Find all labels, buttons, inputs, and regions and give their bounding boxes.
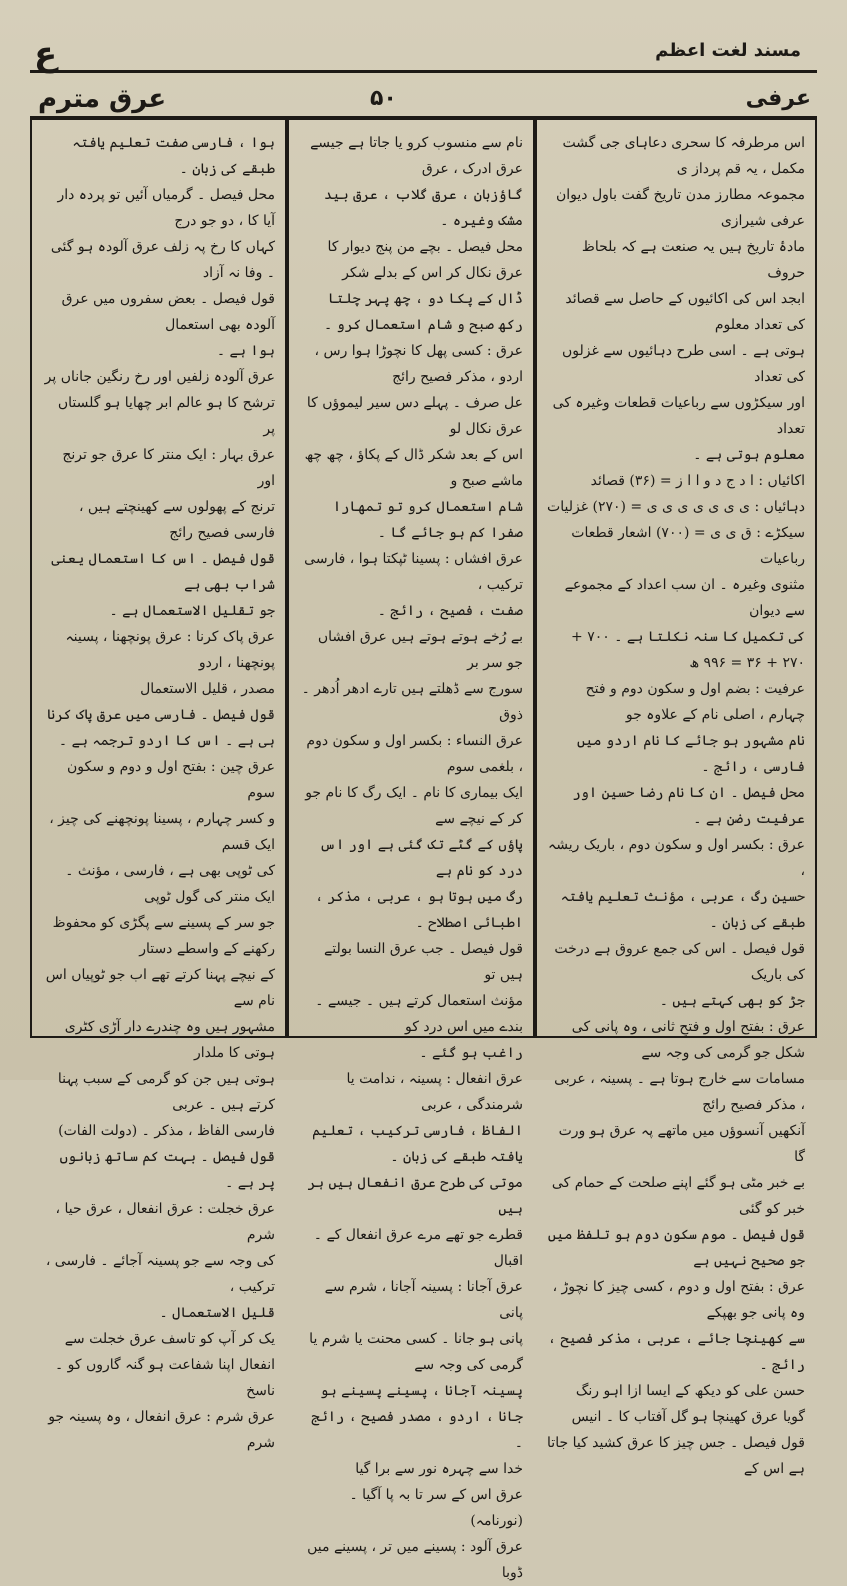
text-line: عرق : بفتح اول و فتحِ ثانی ، وہ پانی کی شکل جو گرمی کی وجہ سے [571,1019,805,1061]
text-line: ہوا ، فارسی صفت تعلیم یافتہ طبقے کی زبان ۔ [72,135,275,177]
text-line: عرق اس کے سر تا بہ پا آگیا ۔ (نورنامہ) [349,1487,523,1529]
text-line: شام استعمال کرو تو تمھارا صفرا کم ہو جائے گا ۔ [332,499,523,541]
text-line: ترنج کے پھولوں سے کھینچتے ہیں ، فارسی فصیح رائج [78,499,275,541]
text-line: قول فیصل ۔ اس کی جمع عروق ہے درخت کی باریک [554,941,805,983]
text-line: قول فیصل ۔ بعض سفروں میں عرق آلودہ بھی استعمال [61,291,275,333]
text-line: پانی ہو جانا ۔ کسی محنت یا شرم یا گرمی کی وجہ سے [309,1331,523,1373]
page-number: ۵۰ [370,86,397,111]
text-line: عرق شرم : عرق انفعال ، وہ پسینہ جو شرم [48,1409,275,1451]
text-line: عرق آلود : پسینے میں تر ، پسینے میں ڈوبا [307,1539,523,1581]
text-line: بے رُخے ہوتے ہوتے ہیں عرق افشاں جو سر بر [317,629,523,671]
text-line: عرق آجانا : پسینہ آجانا ، شرم سے پانی [324,1279,523,1321]
text-line: آنکھیں آنسوؤں میں ماتھے پہ عرق ہو ورت گا [558,1123,805,1165]
text-line: عرق انفعال : پسینہ ، ندامت یا شرمندگی ، عربی [346,1071,523,1113]
text-line: کی تکمیل کا سنہ نکلتا ہے ۔ ۷۰۰ + ۲۷۰ + ۳۶ = ۹۹۶ ھ [571,629,805,671]
text-line: ترشح کا ہو عالم ابر چھایا ہو گلستاں پر [57,395,275,437]
text-line: اکائیاں : ا د ج د و ا ا ز = (۳۶) قصائد [590,473,805,489]
first-headword: عرفی [745,86,811,111]
text-line: جڑ کو بھی کہتے ہیں ۔ [659,993,805,1009]
text-line: مثنوی وغیرہ ۔ ان سب اعداد کے مجموعے سے دیوان [564,577,805,619]
text-line: راغب ہو گئے ۔ [419,1045,523,1061]
text-line: اس کے بعد شکر ڈال کے پکاؤ ، چھ چھ ماشے صبح و [304,447,523,489]
text-line: مجموعہ مطارز مدن تاریخ گفت باول دیوان عرفی شیرازی [556,187,805,229]
text-line: عرق پاک کرنا : عرق پونچھنا ، پسینہ پونچھنا ، اردو [65,629,275,671]
text-line: مصدر ، قلیل الاستعمال [140,681,275,697]
section-letter: ع [34,34,58,74]
column-right [535,118,817,1477]
text-line: حسین رگ ، عربی ، مؤنث تعلیم یافتہ طبقے کی زبان ۔ [560,889,805,931]
text-line: مؤنث استعمال کرتے ہیں ۔ جیسے ۔ بندے میں اس درد کو [315,993,523,1035]
last-headword: عرق مترم [38,84,167,114]
text-line: پسینہ آجانا ، پسینے پسینے ہو جانا ، اردو ، مصدر فصیح ، رائج ۔ [311,1383,523,1451]
text-line: مشہور ہیں وہ چندرے دار آڑی کٹری ہوتی کا ملدار [64,1019,275,1061]
text-line: اور سیکڑوں سے رباعیات قطعات وغیرہ کی تعداد [552,395,805,437]
text-line: معلوم ہوتی ہے ۔ [693,447,805,463]
text-line: کی ٹوپی بھی ہے ، فارسی ، مؤنث ۔ ایک منتر کی گول ٹوپی [65,863,275,905]
text-line: بے خبر مٹی ہو گئے اپنے صلحت کے حمام کی خبر کو گئی [551,1175,805,1217]
text-line: محل فیصل ۔ بچے من پنج دیوار کا عرق نکال کر اس کے بدلے شکر [327,239,523,281]
text-line: یک کر آپ کو تاسف عرق خجلت سے [64,1331,275,1347]
header-top-rule [30,70,817,73]
text-line: رگ میں ہوتا ہو ، عربی ، مذکر ، اطبائی اصطلاح ۔ [315,889,523,931]
text-line: نام مشہور ہو جائے کا نام اردو میں فارسی ، رائج ۔ [576,733,805,775]
text-line: ڈال کے پکا دو ، چھ پہر چلتا رکھ صبح و شام استعمال کرو ۔ [324,291,523,333]
text-line: سورج سے ڈھلتے ہیں تارے ادھر اُدھر ۔ ذوق [301,681,523,723]
text-line: ہوتی ہیں جن کو گرمی کے سبب پہنا کرتے ہیں ۔ عربی [57,1071,275,1113]
column-middle [287,118,535,1581]
text-line: و کسر چہارم ، پسینا پونچھنے کی چیز ، ایک قسم [49,811,275,853]
text-line: صفت ، فصیح ، رائج ۔ [377,603,523,619]
text-line: عرق افشاں : پسینا ٹپکتا ہوا ، فارسی ترکیب ، [304,551,523,593]
text-line: عرفیت : بضم اول و سکون دوم و فتح چہارم ، اصلی نام کے علاوہ جو [585,681,805,723]
text-line: جو تقلیل الاستعمال ہے ۔ [109,603,275,619]
text-line: خدا سے چہرہ نور سے برا گیا [355,1461,523,1477]
text-line: الفاظ ، فارسی ترکیب ، تعلیم یافتہ طبقے کی زبان ۔ [312,1123,523,1165]
text-line: دہائیاں : ی ی ی ی ی ی ی = (۲۷۰) غزلیات [547,499,805,515]
text-line: انفعال اپنا شفاعت ہو گنہ گاروں کو ۔ ناسخ [54,1357,275,1399]
text-line: کے نیچے پہنا کرتے تھے اب جو ٹوپیاں اس نام سے [45,967,275,1009]
text-line: مادۂ تاریخ ہیں یہ صنعت ہے کہ بلحاظ حروف [581,239,805,281]
text-line: حسن علی کو دیکھ کے ایسا ازا اہو رنگ [575,1383,805,1399]
text-line: نام سے منسوب کرو یا جاتا ہے جیسے عرق ادرک ، عرق [310,135,523,177]
text-line: جو سر کے پسینے سے پگڑی کو محفوظ رکھنے کے واسطے دستار [52,915,275,957]
text-line: سیکڑے : ق ی ی = (۷۰۰) اشعار قطعات رباعیات [571,525,805,567]
text-line: قول فیصل ۔ فارسی میں عرق پاک کرنا ہی ہے ۔ اس کا اردو ترجمہ ہے ۔ [46,707,275,749]
text-line: عرق خجلت : عرق انفعال ، عرق حیا ، شرم [55,1201,275,1243]
text-line: قول فیصل ۔ جب عرق النسا بولتے ہیں تو [324,941,523,983]
text-line: سے کھینچا جائے ، عربی ، مذکر فصیح ، رائج ۔ [547,1331,805,1373]
text-line: عرق : بفتح اول و دوم ، کسی چیز کا نچوڑ ، وہ پانی جو بھپکے [552,1279,805,1321]
text-line: موتی کی طرح عرق انفعال ہیں ہر ہیں [307,1175,523,1217]
book-title: مسند لغت اعظم [655,40,801,61]
text-line: گویا عرق کھینچا ہو گل آفتاب کا ۔ انیس [571,1409,805,1425]
text-line: محل فیصل ۔ گرمیاں آئیں تو پردہ دار آیا کا ، دو جو درج [57,187,275,229]
text-line: قول فیصل ۔ اس کا استعمال یعنی شراب بھی ہے [51,551,275,593]
text-line: قطرے جو تھے مرے عرق انفعال کے ۔ اقبال [313,1227,523,1269]
text-line: پاؤں کے گٹے تک گئی ہے اور اس درد کو نام ہے [319,837,523,879]
text-line: ہوا ہے ۔ [216,343,275,359]
text-line: عل صرف ۔ پہلے دس سیر لیموؤں کا عرق نکال لو [306,395,523,437]
text-line: گاؤزبان ، عرق گلاب ، عرق بید مشک وغیرہ ۔ [324,187,523,229]
text-line: عرق آلودہ زلفیں اور رخ رنگین جاناں پر [44,369,275,385]
text-line: عرق : بکسر اول و سکون دوم ، باریک ریشہ ، [548,837,805,879]
text-line: قلیل الاستعمال ۔ [159,1305,275,1321]
text-line: محل فیصل ۔ ان کا نام رضا حسین اور عرفیت رضن ہے ۔ [572,785,805,827]
text-line: قول فیصل ۔ جس چیز کا عرق کشید کیا جاتا ہے اس کے [547,1435,805,1477]
text-line: قول فیصل ۔ بہت کم ساتھ زبانوں پر ہے ۔ [59,1149,275,1191]
text-line: عرق بہار : ایک منتر کا عرق جو ترنج اور [62,447,275,489]
text-line: مسامات سے خارج ہوتا ہے ۔ پسینہ ، عربی ، مذکر فصیح رائج [554,1071,805,1113]
text-line: عرق النساء : بکسر اول و سکون دوم ، بلغمی سوم [306,733,523,775]
text-line: ایک بیماری کا نام ۔ ایک رگ کا نام جو کر کے نیچے سے [305,785,523,827]
text-line: عرق چین : بفتح اول و دوم و سکون سوم [66,759,275,801]
text-line: ہوتی ہے ۔ اسی طرح دہائیوں سے غزلوں کی تعداد [561,343,805,385]
text-line: قول فیصل ۔ موم سکون دوم ہو تلفظ میں جو صحیح نہیں ہے [547,1227,805,1269]
text-line: ابجد اس کی اکائیوں کے حاصل سے قصائد کی تعداد معلوم [565,291,805,333]
text-line: عرق : کسی پھل کا نچوڑا ہوا رس ، اردو ، مذکر فصیح رائج [314,343,523,385]
column-left [30,118,287,1451]
text-line: فارسی الفاظ ، مذکر ۔ (دولت الفات) [58,1123,275,1139]
text-line: کہاں کا رخ پہ زلف عرق آلودہ ہو گئی ۔ وفا نہ آزاد [50,239,275,281]
text-line: اس مرطرفہ کا سحری دعاہای جی گشت مکمل ، یہ قم پرداز ی [562,135,805,177]
text-line: کی وجہ سے جو پسینہ آجائے ۔ فارسی ، ترکیب ، [45,1253,275,1295]
